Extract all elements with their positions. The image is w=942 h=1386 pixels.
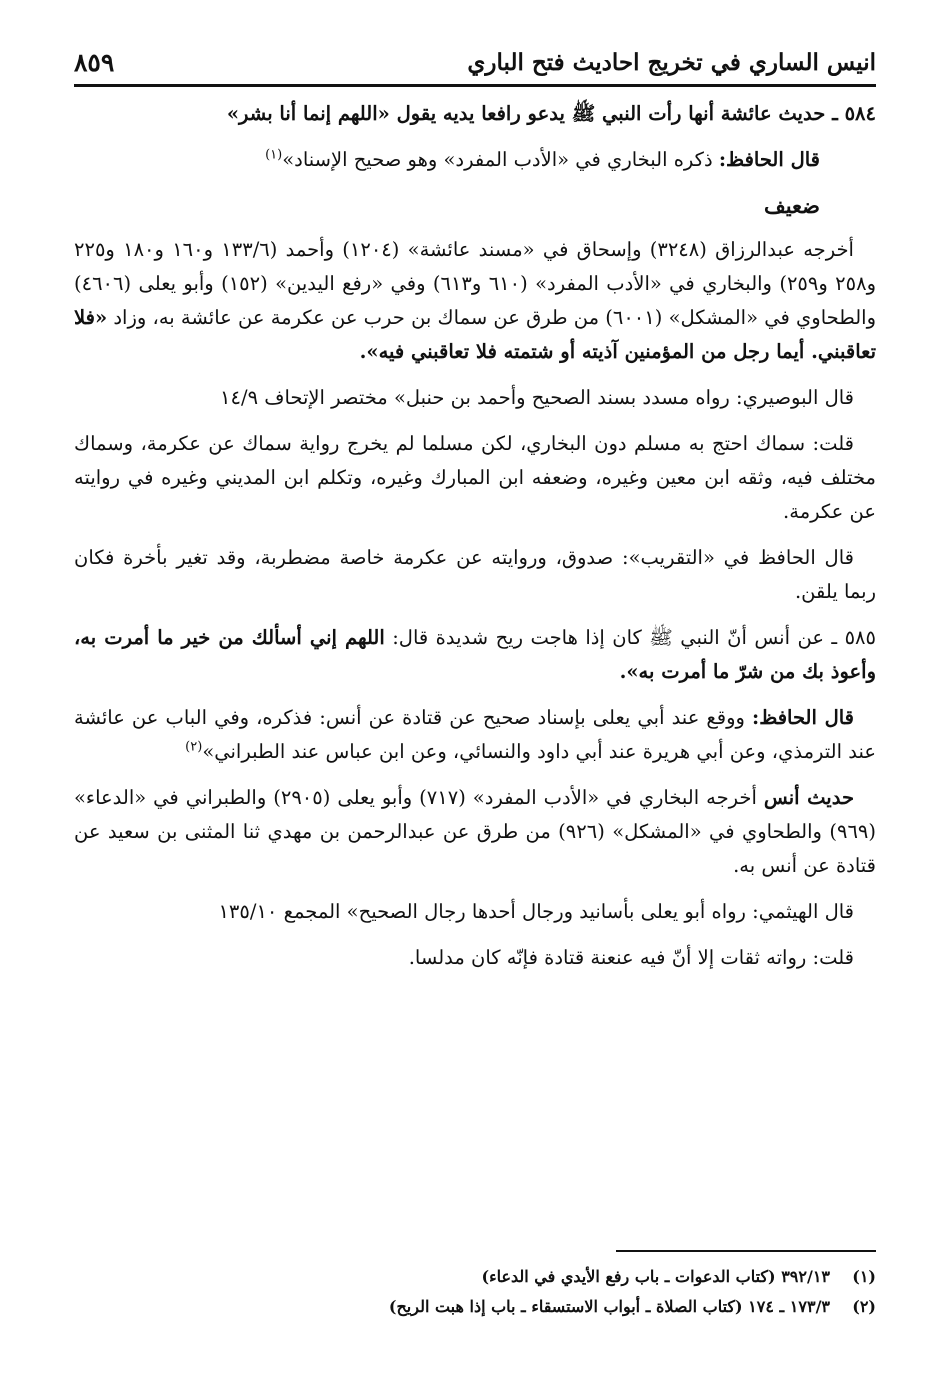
footnote-text: ٣٩٢/١٣ (كتاب الدعوات ـ باب رفع الأيدي في الدعاء) — [481, 1267, 830, 1286]
hafiz-text: ذكره البخاري في «الأدب المفرد» وهو صحيح الإسناد» — [282, 148, 719, 171]
takhrij-584 — [74, 233, 876, 369]
takhrij-bold: «فلا تعاقبني. أيما رجل من المؤمنين آذيته أو شتمته فلا تعاقبني فيه». — [74, 306, 876, 363]
footnote-ref-1: (١) — [265, 147, 283, 163]
footnote-ref-2: (٢) — [185, 739, 203, 755]
hadith-585-intro: ٥٨٥ ـ عن أنس أنّ النبي ﷺ كان إذا هاجت ريح شديدة قال: — [384, 626, 876, 649]
footnote-number: (١) — [852, 1267, 876, 1286]
takhrij-text: أخرجه عبدالرزاق (٣٢٤٨) وإسحاق في «مسند عائشة» (١٢٠٤) وأحمد (١٣٣/٦ و١٦٠ و١٨٠ و٢٢٥ و٢٥٨ و٢٥٩) والبخاري في «الأدب المفرد» (٦١٠ و٦١٣) وفي «رفع اليدين» (١٥٢) وأبو يعلى (٤٦٠٦) والطحاوي في «المشكل» (٦٠٠١) من طرق عن سماك بن حرب عن عكرمة عن عائشة به، وزاد — [74, 238, 876, 329]
running-header — [74, 48, 876, 87]
takhrij-585 — [74, 781, 876, 883]
book-title: انيس الساري في تخريج احاديث فتح الباري — [467, 49, 876, 76]
footnote-number: (٢) — [852, 1297, 876, 1316]
footnote-2 — [74, 1292, 876, 1322]
haythami-note: قال الهيثمي: رواه أبو يعلى بأسانيد ورجال أحدها رجال الصحيح» المجمع ١٣٥/١٠ — [218, 900, 854, 923]
page-body — [74, 97, 876, 975]
hadith-label: حديث أنس — [763, 786, 854, 809]
hadith-584 — [74, 97, 876, 131]
page-number: ٨٥٩ — [74, 48, 115, 77]
hafiz-585 — [74, 701, 876, 769]
footnote-text: ١٧٣/٣ ـ ١٧٤ (كتاب الصلاة ـ أبواب الاستسقاء ـ باب إذا هبت الريح) — [388, 1297, 830, 1316]
footnotes — [74, 1262, 876, 1322]
hafiz-label-585: قال الحافظ: — [752, 706, 855, 729]
hadith-585-quote: اللهم إني أسألك من خير ما أمرت به، وأعوذ بك من شرّ ما أمرت به». — [74, 626, 876, 683]
grade: ضعيف — [763, 193, 820, 218]
hafiz-584 — [74, 143, 876, 177]
hadith-584-intro: ٥٨٤ ـ حديث عائشة أنها رأت النبي ﷺ يدعو رافعا يديه يقول — [389, 102, 876, 125]
hadith-584-quote: «اللهم إنما أنا بشر» — [226, 102, 390, 125]
takhrij-585-text: أخرجه البخاري في «الأدب المفرد» (٧١٧) وأبو يعلى (٢٩٠٥) والطبراني في «الدعاء» (٩٦٩) والطحاوي في «المشكل» (٩٢٦) من طرق عن عبدالرحمن بن مهدي ثنا المثنى بن سعيد عن قتادة عن أنس به. — [74, 786, 876, 877]
footnote-1 — [74, 1262, 876, 1292]
footnote-divider — [616, 1250, 876, 1252]
hafiz-text-585: ووقع عند أبي يعلى بإسناد صحيح عن قتادة عن أنس: فذكره، وفي الباب عن عائشة عند الترمذي، وعن أبي هريرة عند أبي داود والنسائي، وعن ابن عباس عند الطبراني» — [74, 706, 876, 763]
busiri-note: قال البوصيري: رواه مسدد بسند الصحيح وأحمد بن حنبل» مختصر الإتحاف ١٤/٩ — [220, 386, 854, 409]
hafiz-label: قال الحافظ: — [718, 148, 820, 171]
qultu-585: قلت: رواته ثقات إلا أنّ فيه عنعنة قتادة فإنّه كان مدلسا. — [408, 946, 854, 969]
qultu-584: قلت: سماك احتج به مسلم دون البخاري، لكن مسلما لم يخرج رواية سماك عن عكرمة، وسماك مختلف فيه، وثقه ابن معين وغيره، وضعفه ابن المبارك وغيره، وتكلم ابن المديني وغيره في روايته عن عكرمة. — [74, 432, 876, 523]
hadith-585 — [74, 621, 876, 689]
taqrib-note: قال الحافظ في «التقريب»: صدوق، وروايته عن عكرمة خاصة مضطربة، وقد تغير بأخرة فكان ربما يلقن. — [74, 546, 876, 603]
